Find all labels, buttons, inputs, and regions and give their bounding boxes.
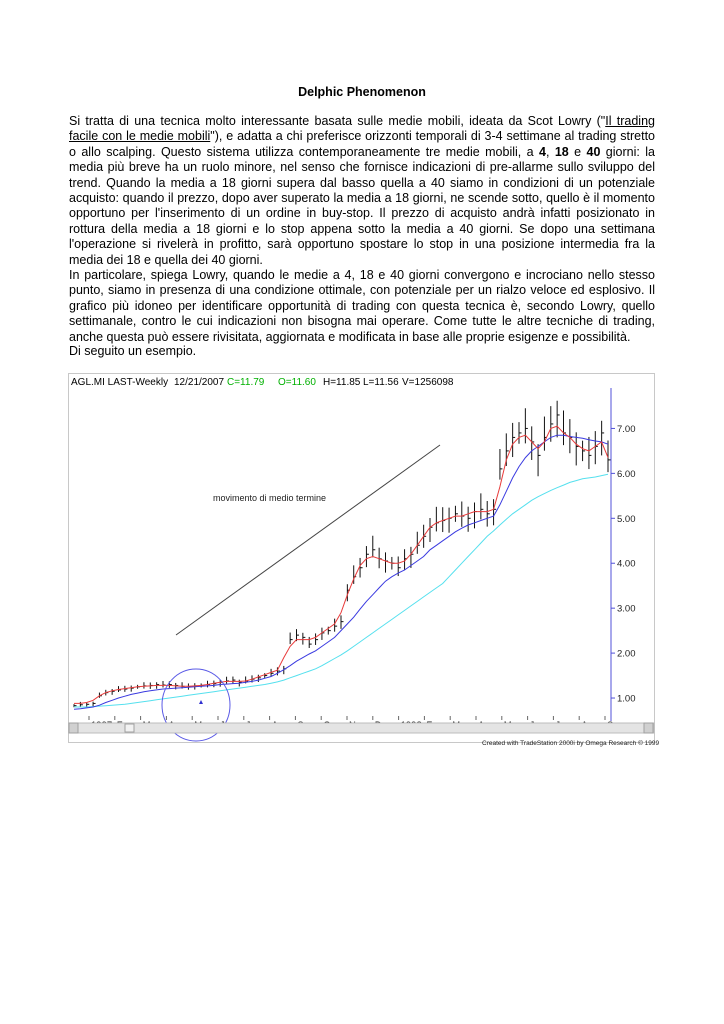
- y-tick-label: 2.00: [617, 648, 636, 660]
- ma-period-4: 4: [539, 144, 546, 159]
- paragraph-2: In particolare, spiega Lowry, quando le medie a 4, 18 e 40 giorni convergono e incrociano nello stesso punto, siamo in presenza di una condizione ottimale, con potenziale per un rialzo veloce ed esplosivo. Il grafico più idoneo per identificare opportunità di trading con questa tecnica è, secondo Lowry, quello settimanale, contro le cui indicazioni non bisogna mai operare. Come tutte le altre tecniche di trading, anche questa può essere rivisitata, aggiornata e modificata in base alle proprie esigenze e possibilità.: [69, 268, 655, 344]
- scroll-thumb[interactable]: [125, 724, 134, 732]
- book-title-link[interactable]: Il trading facile con le medie mobili: [69, 114, 655, 144]
- paragraph-1-part-2: "), e adatta a chi preferisce orizzonti temporali di 3-4 settimane al trading stretto o allo scalping. Questo sistema utilizza contemporaneamente tre medie mobili, a: [69, 129, 655, 159]
- chart-date: 12/21/2007: [174, 377, 225, 388]
- chart-close: C=11.79: [227, 377, 265, 388]
- price-chart-svg: [68, 373, 655, 743]
- y-tick-label: 4.00: [617, 558, 636, 570]
- paragraph-1-part-3: giorni: la media più breve ha un ruolo minore, nel senso che fornisce indicazioni di pre-allarme sullo sviluppo del trend. Quando la media a 18 giorni supera dal basso quella a 40 siamo in condizioni di un potenziale acquisto: quando il prezzo, dopo aver superato la media a 18 giorni, ne scende sotto, quello è il momento opportuno per l'inserimento di un ordine in buy-stop. Il prezzo di acquisto andrà infatti posizionato in rottura della media a 18 giorni e lo stop appena sotto la media a 40 giorni. Se dopo una settimana l'operazione si rivelerà in profitto, sarà opportuno spostare lo stop in una posizione intermedia fra la media dei 18 e quella dei 40 giorni.: [69, 144, 655, 267]
- y-tick-label: 3.00: [617, 603, 636, 615]
- scroll-left-button[interactable]: [69, 723, 78, 733]
- y-tick-label: 1.00: [617, 693, 636, 705]
- chart-symbol: AGL.MI LAST-Weekly: [71, 377, 169, 388]
- chart-high: H=11.85: [323, 377, 361, 388]
- y-tick-label: 6.00: [617, 468, 636, 480]
- y-tick-label: 7.00: [617, 423, 636, 435]
- price-chart: [68, 373, 655, 743]
- chart-low: L=11.56: [363, 377, 399, 388]
- paragraph-1-part-1: Si tratta di una tecnica molto interessante basata sulle medie mobili, ideata da Scot Lowry (": [69, 114, 606, 128]
- ma-period-40: 40: [586, 144, 601, 159]
- example-intro: Di seguito un esempio.: [69, 344, 197, 358]
- document-title: Delphic Phenomenon: [298, 85, 426, 99]
- sep-1: ,: [545, 144, 555, 159]
- chart-volume: V=1256098: [402, 377, 454, 388]
- annotation-text: movimento di medio termine: [213, 493, 327, 503]
- chart-open: O=11.60: [278, 377, 316, 388]
- sep-2: e: [568, 144, 587, 159]
- body-text: [69, 114, 655, 345]
- ma-period-18: 18: [554, 144, 569, 159]
- paragraph-1: [69, 114, 655, 268]
- horizontal-scrollbar[interactable]: [69, 723, 654, 733]
- scroll-right-button[interactable]: [644, 723, 653, 733]
- y-tick-label: 5.00: [617, 513, 636, 525]
- chart-credit: Created with TradeStation 2000i by Omega Research © 1999: [482, 740, 660, 747]
